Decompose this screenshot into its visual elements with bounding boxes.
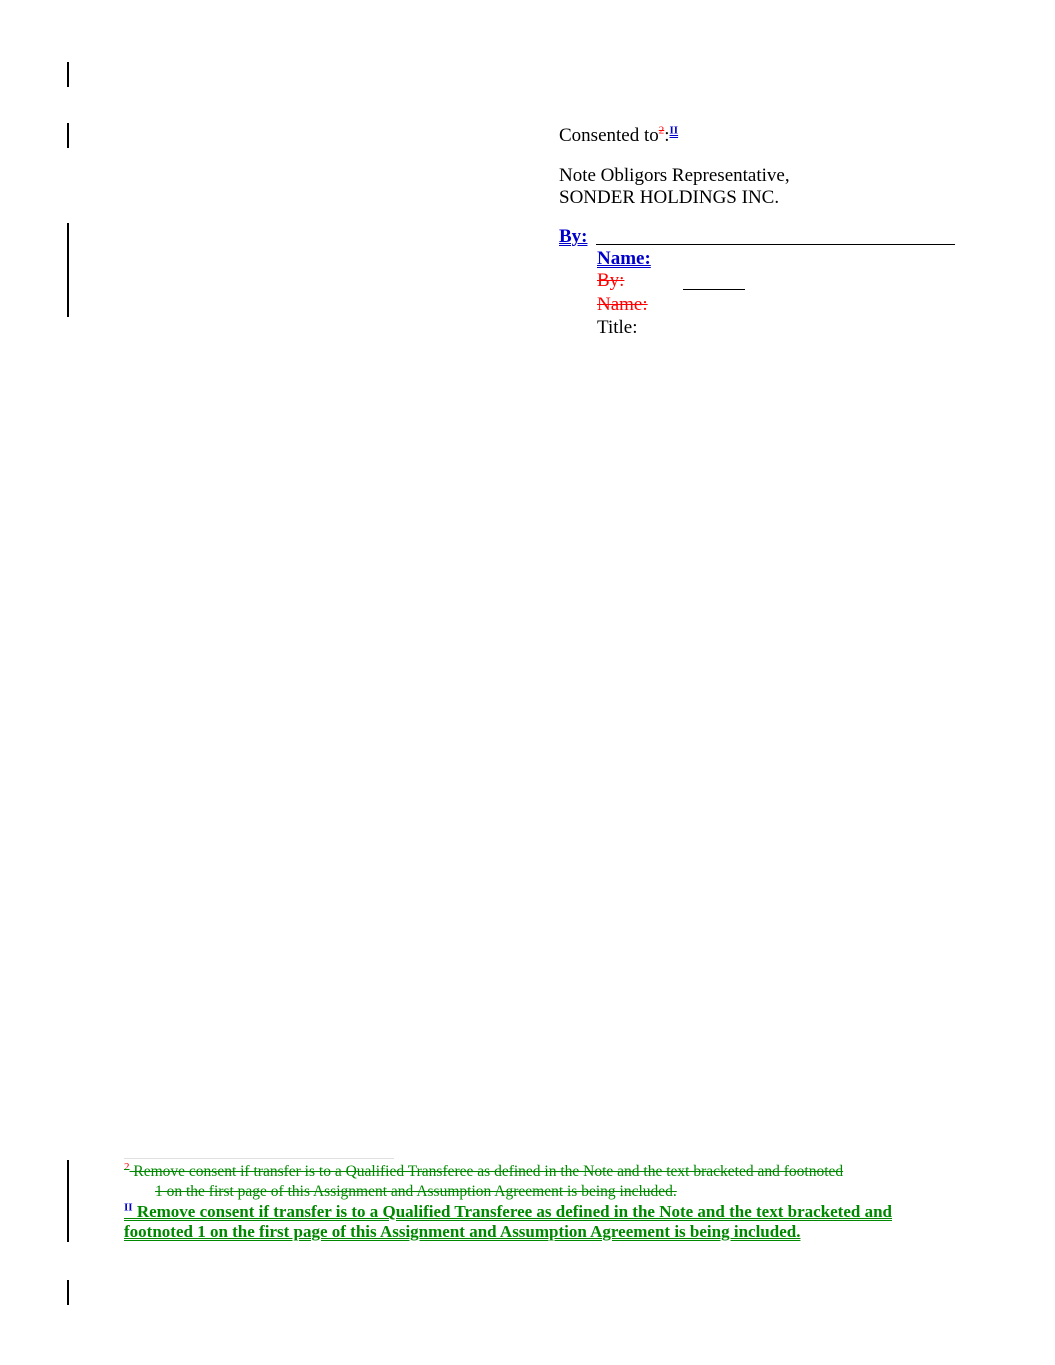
inserted-footnote-ref: II: [669, 124, 679, 137]
inserted-footnote-text-1: Remove consent if transfer is to a Qualified Transferee as defined in the Note and the text bracketed and: [132, 1202, 892, 1221]
signature-line: [596, 244, 955, 245]
deleted-signature-line: [683, 289, 745, 290]
footnote-separator: [124, 1158, 394, 1159]
deleted-footnote-text-1: Remove consent if transfer is to a Qualified Transferee as defined in the Note and the text bracketed and footnoted: [129, 1163, 844, 1180]
consent-colon: :: [664, 125, 670, 146]
by-label-deleted: By:: [597, 270, 625, 291]
change-bar: [67, 223, 69, 317]
inserted-footnote-line-2: footnoted 1 on the first page of this Assignment and Assumption Agreement is being included.: [124, 1222, 801, 1241]
consent-line: [559, 125, 678, 147]
inserted-footnote-marker: II: [124, 1201, 133, 1214]
signatory-line-2: SONDER HOLDINGS INC.: [559, 187, 780, 208]
signatory-line-1: Note Obligors Representative,: [559, 165, 790, 186]
change-bar: [67, 123, 69, 148]
deleted-footnote-line-2: 1 on the first page of this Assignment and Assumption Agreement is being included.: [155, 1183, 677, 1200]
deleted-footnote-ref: 2: [658, 124, 665, 137]
change-bar: [67, 1160, 69, 1242]
deleted-footnote-line-1: [124, 1162, 843, 1182]
deleted-footnote-marker: 2: [124, 1160, 130, 1173]
consent-label: Consented to: [559, 125, 659, 146]
name-label-inserted: Name:: [597, 248, 651, 269]
change-bar: [67, 1280, 69, 1305]
change-bar: [67, 62, 69, 87]
by-label-inserted: By:: [559, 226, 588, 247]
name-label-deleted: Name:: [597, 294, 648, 315]
inserted-footnote-line-1: [124, 1202, 892, 1222]
title-label: Title:: [597, 317, 638, 338]
